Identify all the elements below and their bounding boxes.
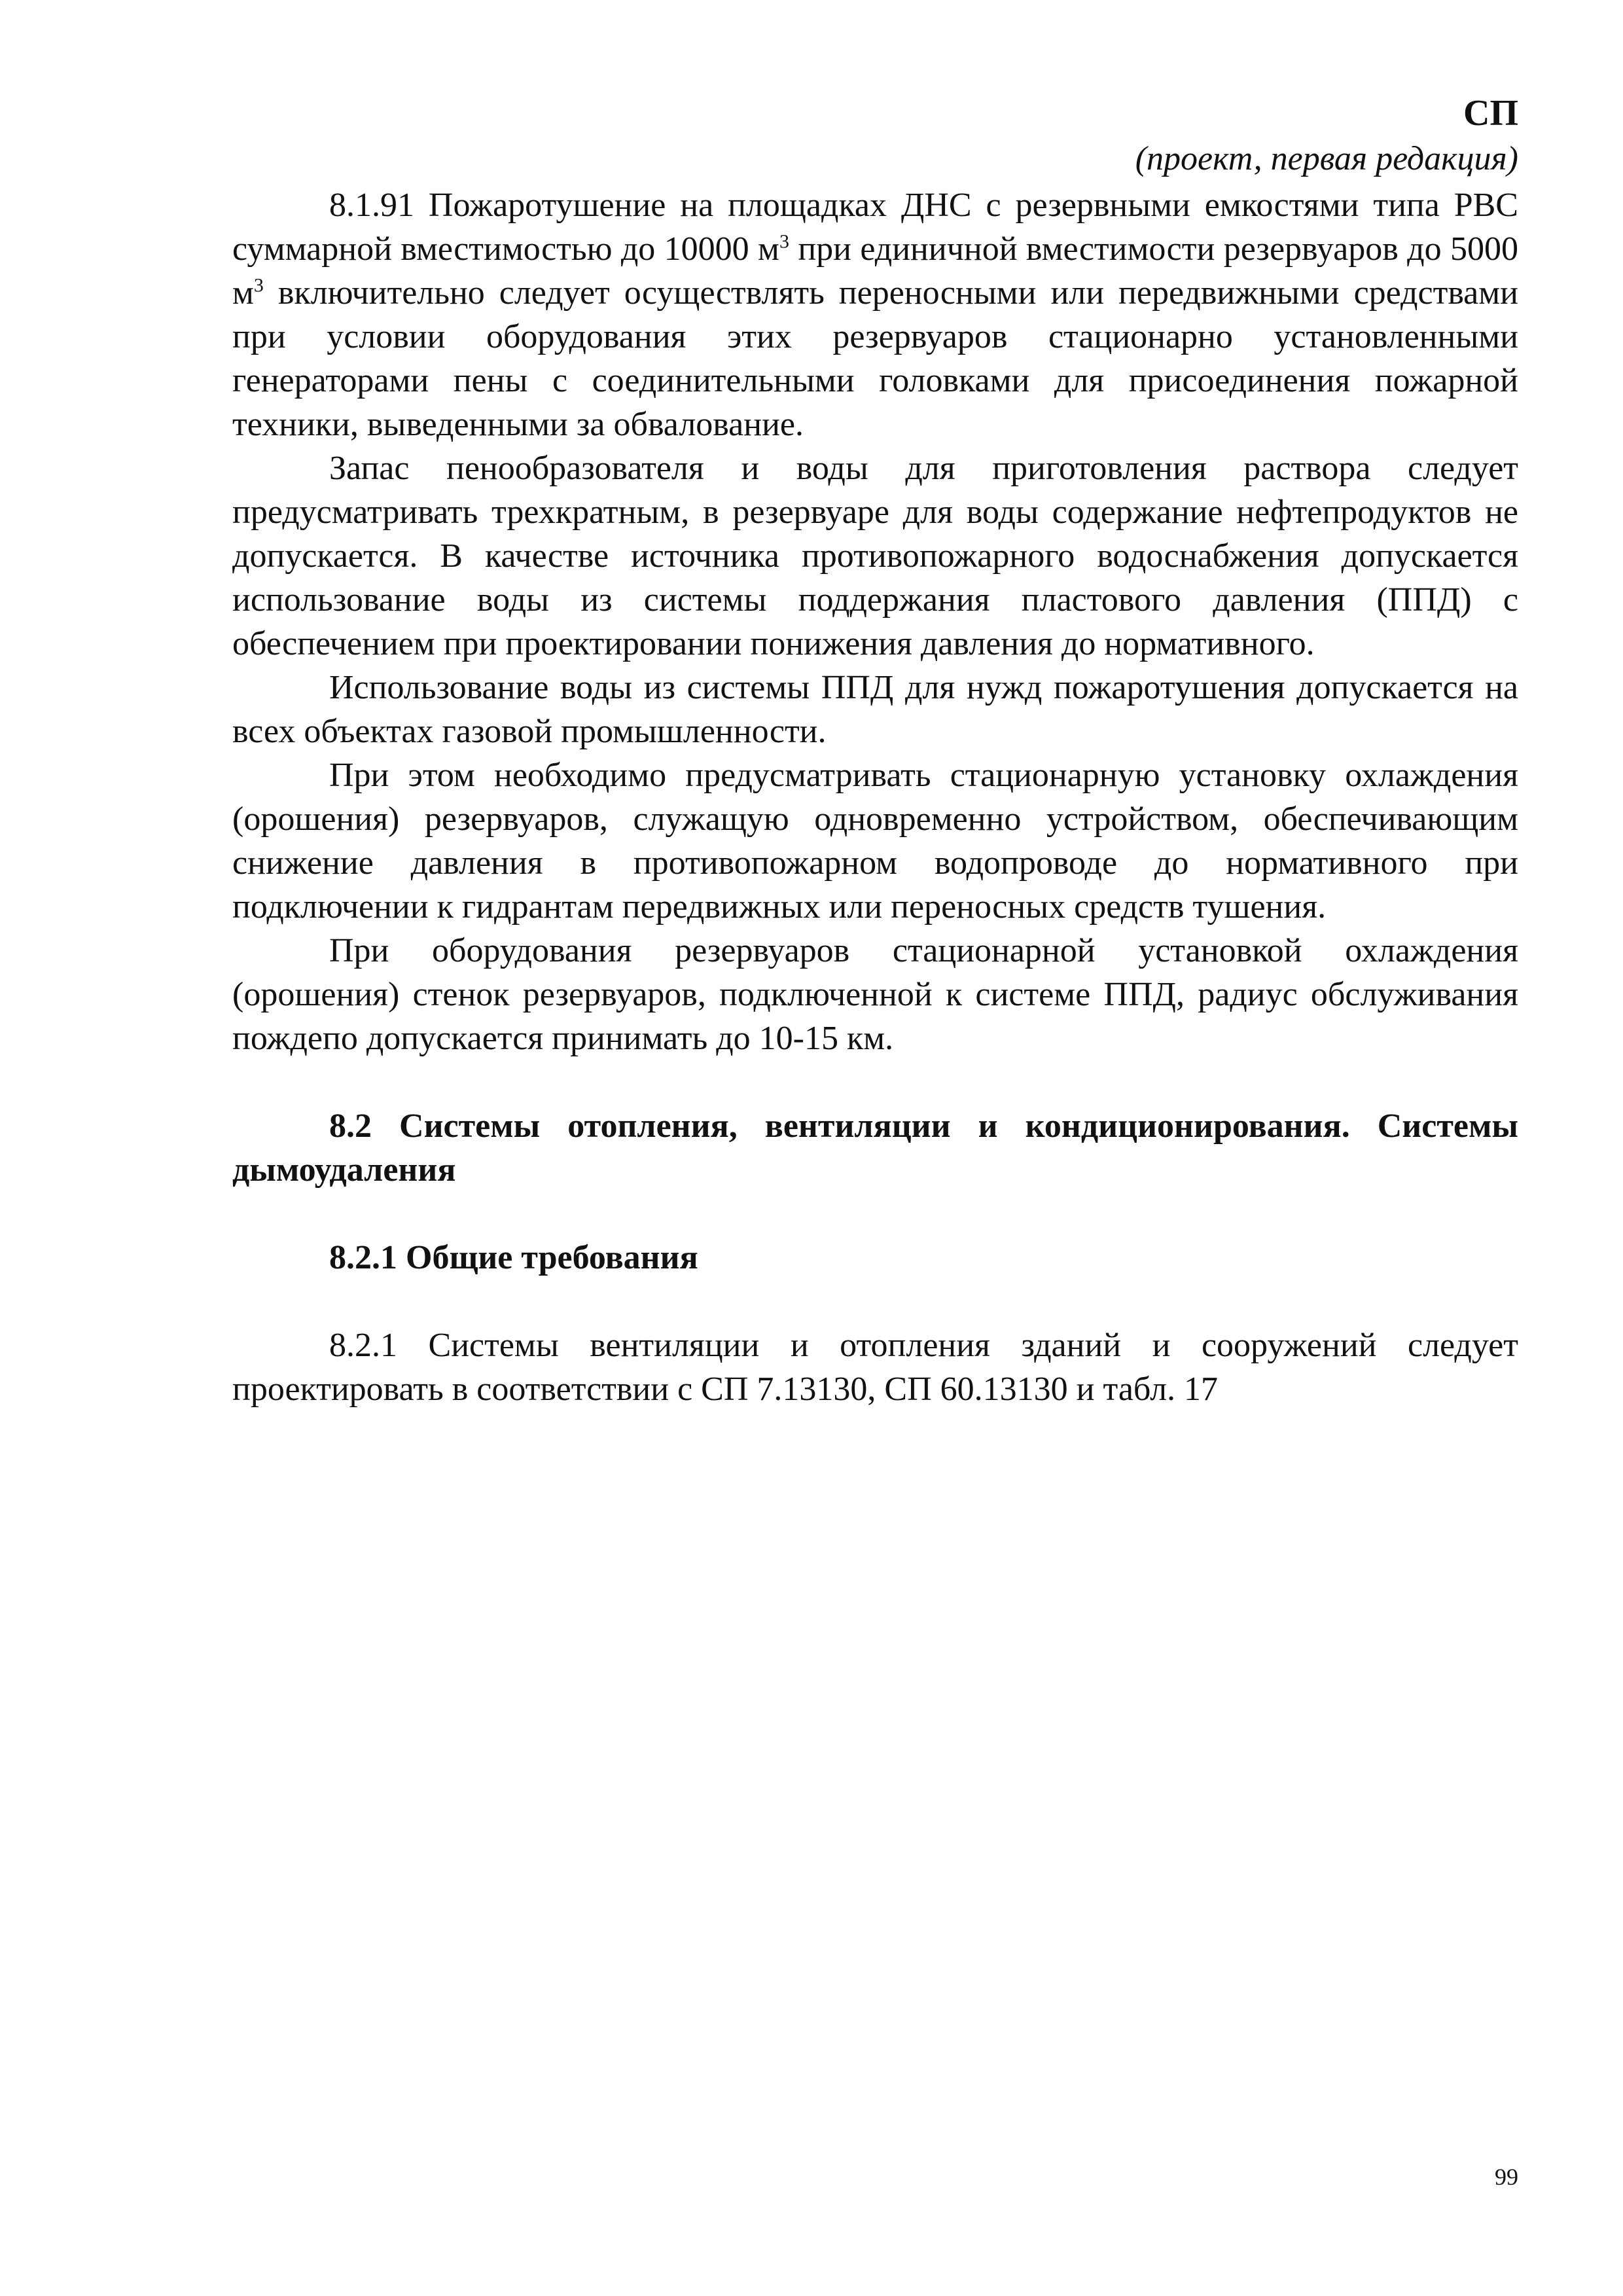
paragraph-8-1-91 bbox=[232, 183, 1518, 446]
paragraph-text: включительно следует осуществлять переносными или передвижными средствами при условии оборудования этих резервуаров стационарно установленными генераторами пены с соединительными головками для присоединения пожарной техники, выведенными за обвалование. bbox=[232, 274, 1518, 443]
section-heading-8-2: 8.2 Системы отопления, вентиляции и кондиционирования. Системы дымоудаления bbox=[232, 1107, 1518, 1189]
document-code: СП bbox=[1463, 93, 1518, 134]
paragraph-foam-reserve: Запас пенообразователя и воды для приготовления раствора следует предусматривать трехкратным, в резервуаре для воды содержание нефтепродуктов не допускается. В качестве источника противопожарного водоснабжения допускается использование воды из системы поддержания пластового давления (ППД) с обеспечением при проектировании понижения давления до нормативного. bbox=[232, 450, 1518, 662]
paragraph-text: 8.1.91 Пожаротушение на площадках ДНС с резервными емкостями типа РВС суммарной вместимостью до 10000 м bbox=[232, 187, 1518, 268]
paragraph-cooling-installation: При этом необходимо предусматривать стационарную установку охлаждения (орошения) резервуаров, служащую одновременно устройством, обеспечивающим снижение давления в противопожарном водопроводе до нормативного при подключении к гидрантам передвижных или переносных средств тушения. bbox=[232, 757, 1518, 925]
paragraph-service-radius: При оборудования резервуаров стационарной установкой охлаждения (орошения) стенок резервуаров, подключенной к системе ППД, радиус обслуживания пождепо допускается принимать до 10-15 км. bbox=[232, 932, 1518, 1057]
paragraph-8-2-1: 8.2.1 Системы вентиляции и отопления зданий и сооружений следует проектировать в соответствии с СП 7.13130, СП 60.13130 и табл. 17 bbox=[232, 1327, 1518, 1408]
superscript: 3 bbox=[253, 274, 264, 296]
document-edition-note: (проект, первая редакция) bbox=[1135, 140, 1518, 177]
paragraph-text: при единичной вместимости резервуаров до 5000 м bbox=[232, 230, 1518, 312]
page-number: 99 bbox=[1495, 2164, 1518, 2190]
paragraph-ppd-water-use: Использование воды из системы ППД для нужд пожаротушения допускается на всех объектах газовой промышленности. bbox=[232, 669, 1518, 750]
document-body bbox=[232, 183, 1518, 1411]
subsection-heading-8-2-1: 8.2.1 Общие требования bbox=[329, 1239, 698, 1276]
superscript: 3 bbox=[779, 230, 789, 253]
